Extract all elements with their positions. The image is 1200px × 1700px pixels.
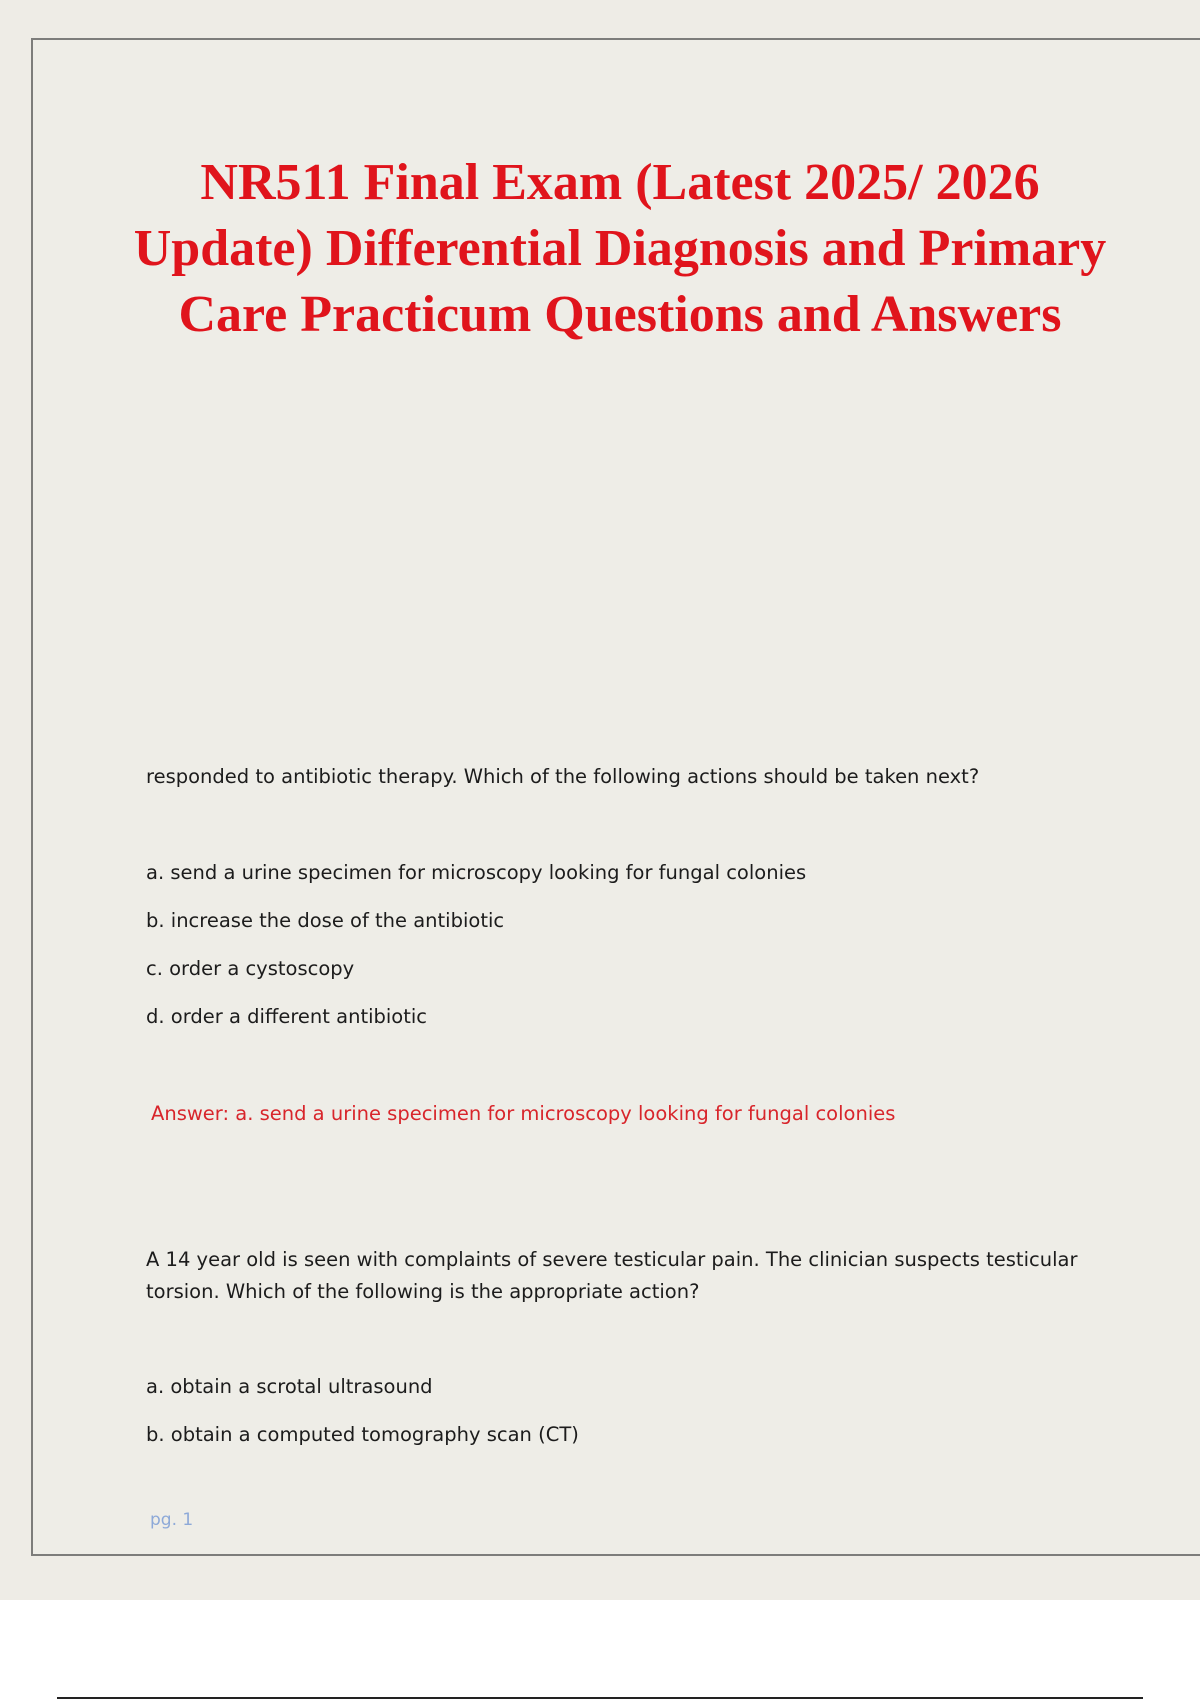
question-1-option-b: b. increase the dose of the antibiotic [146,909,505,932]
divider-line [57,1697,1143,1699]
question-1-option-c: c. order a cystoscopy [146,957,355,980]
question-1-option-a: a. send a urine specimen for microscopy looking for fungal colonies [146,861,807,884]
question-2-option-b: b. obtain a computed tomography scan (CT) [146,1423,579,1446]
question-2-option-a: a. obtain a scrotal ultrasound [146,1375,433,1398]
question-1-text: responded to antibiotic therapy. Which of the following actions should be taken next? [146,765,980,788]
question-1-option-d: d. order a different antibiotic [146,1005,428,1028]
question-2-text: A 14 year old is seen with complaints of severe testicular pain. The clinician suspects testicular torsion. Which of the following is the appropriate action? [146,1248,1078,1303]
document-title: NR511 Final Exam (Latest 2025/ 2026 Update) Differential Diagnosis and Primary Care Practicum Questions and Answers [133,154,1107,343]
page-number: pg. 1 [150,1510,194,1530]
question-1-answer: Answer: a. send a urine specimen for microscopy looking for fungal colonies [151,1102,896,1125]
